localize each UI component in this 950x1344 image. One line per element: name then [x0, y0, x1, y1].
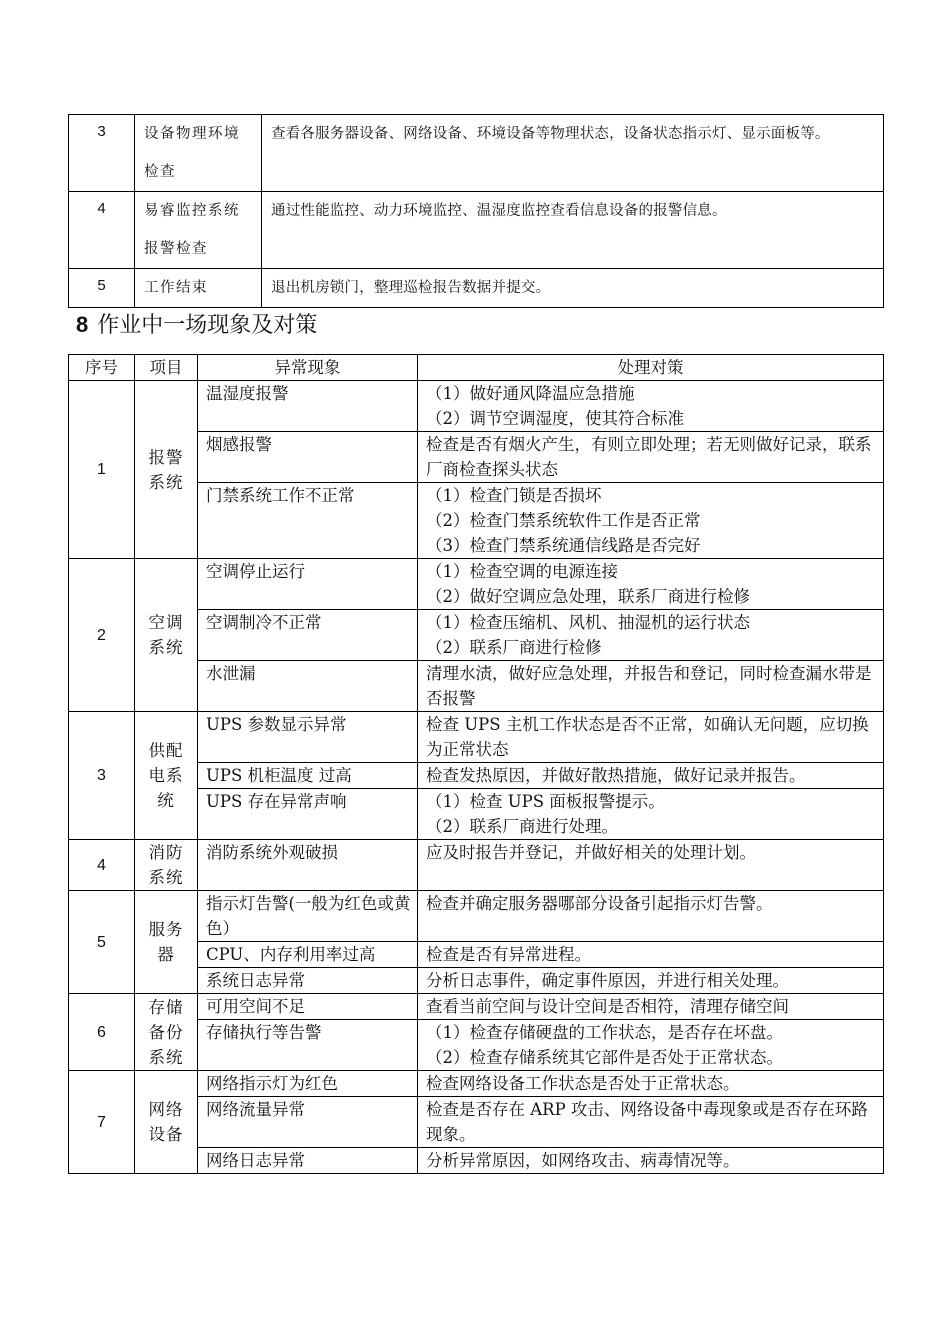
abnormal-phenomenon: UPS 存在异常声响 — [198, 789, 418, 840]
group-number: 4 — [69, 840, 135, 891]
abnormal-phenomenon: UPS 参数显示异常 — [198, 712, 418, 763]
group-category: 存储备份系统 — [135, 994, 198, 1071]
inspection-steps-table — [68, 114, 884, 308]
countermeasure: （1）做好通风降温应急措施 （2）调节空调湿度，使其符合标准 — [418, 381, 884, 432]
group-category: 空调系统 — [135, 559, 198, 712]
abnormal-phenomenon: 空调制冷不正常 — [198, 610, 418, 661]
abnormal-phenomenon: 消防系统外观破损 — [198, 840, 418, 891]
table-header — [69, 355, 884, 381]
group-number: 1 — [69, 381, 135, 559]
group-number: 2 — [69, 559, 135, 712]
countermeasure: 检查是否有异常进程。 — [418, 942, 884, 968]
abnormal-phenomenon: 网络流量异常 — [198, 1097, 418, 1148]
countermeasure: （1）检查存储硬盘的工作状态，是否存在坏盘。 （2）检查存储系统其它部件是否处于正常状态。 — [418, 1020, 884, 1071]
table-row — [69, 994, 884, 1020]
abnormal-phenomenon: CPU、内存利用率过高 — [198, 942, 418, 968]
group-category: 报警系统 — [135, 381, 198, 559]
step-number: 4 — [69, 192, 135, 269]
abnormal-phenomenon: 可用空间不足 — [198, 994, 418, 1020]
section-number: 8 — [76, 312, 89, 337]
group-number: 5 — [69, 891, 135, 994]
countermeasure: 检查发热原因，并做好散热措施，做好记录并报告。 — [418, 763, 884, 789]
step-item: 工作结束 — [135, 269, 262, 308]
section-heading — [76, 308, 317, 342]
table-row — [69, 192, 884, 269]
step-item: 易睿监控系统报警检查 — [135, 192, 262, 269]
header-solution: 处理对策 — [418, 355, 884, 381]
table-row — [69, 269, 884, 308]
countermeasure: 检查并确定服务器哪部分设备引起指示灯告警。 — [418, 891, 884, 942]
countermeasure: 检查 UPS 主机工作状态是否不正常，如确认无问题，应切换为正常状态 — [418, 712, 884, 763]
group-category: 供配电系统 — [135, 712, 198, 840]
countermeasure: 清理水渍，做好应急处理，并报告和登记，同时检查漏水带是否报警 — [418, 661, 884, 712]
group-category: 服务器 — [135, 891, 198, 994]
table-row — [69, 559, 884, 610]
header-num: 序号 — [69, 355, 135, 381]
table-row — [69, 115, 884, 192]
group-number: 7 — [69, 1071, 135, 1174]
group-number: 6 — [69, 994, 135, 1071]
countermeasure: 检查是否存在 ARP 攻击、网络设备中毒现象或是否存在环路现象。 — [418, 1097, 884, 1148]
header-abnormal: 异常现象 — [198, 355, 418, 381]
countermeasure: （1）检查 UPS 面板报警提示。 （2）联系厂商进行处理。 — [418, 789, 884, 840]
countermeasure: 检查网络设备工作状态是否处于正常状态。 — [418, 1071, 884, 1097]
abnormal-phenomenon: 门禁系统工作不正常 — [198, 483, 418, 559]
group-number: 3 — [69, 712, 135, 840]
table-row — [69, 712, 884, 763]
abnormal-phenomenon: 网络日志异常 — [198, 1148, 418, 1174]
section-title: 作业中一场现象及对策 — [97, 313, 318, 338]
countermeasure: 应及时报告并登记，并做好相关的处理计划。 — [418, 840, 884, 891]
table-row — [69, 840, 884, 891]
countermeasure: （1）检查门锁是否损坏 （2）检查门禁系统软件工作是否正常 （3）检查门禁系统通信线路是否完好 — [418, 483, 884, 559]
step-description: 查看各服务器设备、网络设备、环境设备等物理状态，设备状态指示灯、显示面板等。 — [262, 115, 884, 192]
abnormal-phenomenon: 烟感报警 — [198, 432, 418, 483]
header-item: 项目 — [135, 355, 198, 381]
step-number: 3 — [69, 115, 135, 192]
anomaly-table-body — [69, 381, 884, 1174]
abnormal-phenomenon: 空调停止运行 — [198, 559, 418, 610]
abnormal-phenomenon: UPS 机柜温度 过高 — [198, 763, 418, 789]
step-item: 设备物理环境检查 — [135, 115, 262, 192]
table-row — [69, 1071, 884, 1097]
abnormal-phenomenon: 网络指示灯为红色 — [198, 1071, 418, 1097]
table-row — [69, 891, 884, 942]
anomaly-countermeasure-table — [68, 354, 884, 1174]
countermeasure: 分析日志事件，确定事件原因，并进行相关处理。 — [418, 968, 884, 994]
step-description: 退出机房锁门，整理巡检报告数据并提交。 — [262, 269, 884, 308]
countermeasure: 查看当前空间与设计空间是否相符，清理存储空间 — [418, 994, 884, 1020]
abnormal-phenomenon: 系统日志异常 — [198, 968, 418, 994]
table-row — [69, 381, 884, 432]
abnormal-phenomenon: 存储执行等告警 — [198, 1020, 418, 1071]
group-category: 网络设备 — [135, 1071, 198, 1174]
abnormal-phenomenon: 指示灯告警(一般为红色或黄色） — [198, 891, 418, 942]
countermeasure: （1）检查压缩机、风机、抽湿机的运行状态 （2）联系厂商进行检修 — [418, 610, 884, 661]
countermeasure: 分析异常原因，如网络攻击、病毒情况等。 — [418, 1148, 884, 1174]
abnormal-phenomenon: 温湿度报警 — [198, 381, 418, 432]
countermeasure: （1）检查空调的电源连接 （2）做好空调应急处理，联系厂商进行检修 — [418, 559, 884, 610]
countermeasure: 检查是否有烟火产生，有则立即处理；若无则做好记录，联系厂商检查探头状态 — [418, 432, 884, 483]
abnormal-phenomenon: 水泄漏 — [198, 661, 418, 712]
header-row — [69, 355, 884, 381]
step-number: 5 — [69, 269, 135, 308]
group-category: 消防系统 — [135, 840, 198, 891]
step-description: 通过性能监控、动力环境监控、温湿度监控查看信息设备的报警信息。 — [262, 192, 884, 269]
inspection-steps-body — [69, 115, 884, 308]
